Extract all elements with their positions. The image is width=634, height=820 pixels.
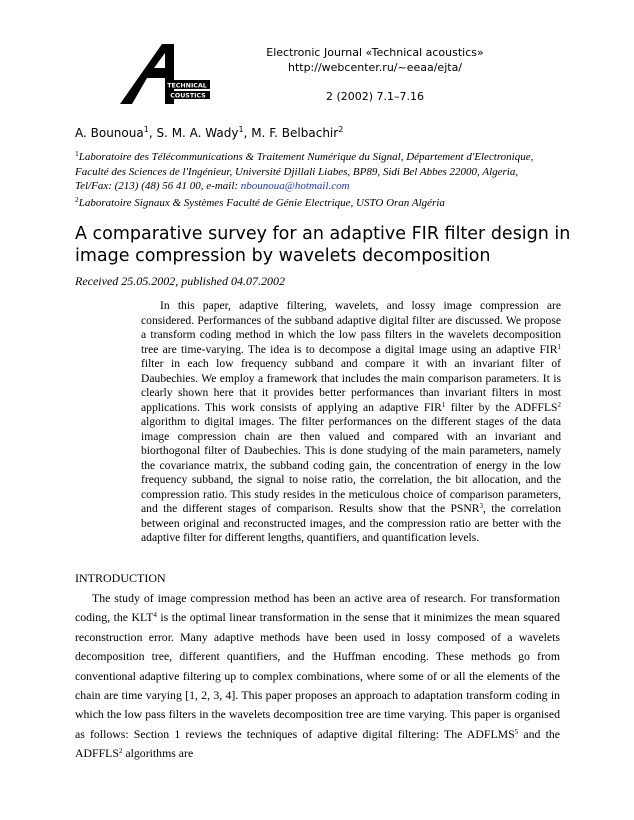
email-link[interactable]: nbounoua@hotmail.com bbox=[240, 180, 350, 192]
journal-name: Electronic Journal «Technical acoustics» bbox=[266, 46, 484, 59]
abstract: In this paper, adaptive filtering, wavelets, and lossy image compression are considered. Performances of the subband adaptive digital filter are discussed. We propose a transform coding method in which the low pass filters in the wavelets decomposition tree are time-varying. The idea is to decompose a digital image using an adaptive FIR$^1$ filter in each low frequency subband and compare it with an invariant filter of Daubechies. We employ a framework that includes the main comparison parameters. It is clearly shown here that it provides better performances than invariant filters in most applications. This work consists of applying an adaptive FIR$^1$ filter by the ADFFLS$^2$ algorithm to digital images. The filter performances on the different stages of the data image compression chain are then valued and compared with an invariant and biorthogonal filter of Daubechies. This is done studying of the main parameters, namely the covariance matrix, the subband coding gain, the concentration of energy in the low frequency subband, the signal to noise ratio, the correlation, the bit allocation, and the compression ratio. This study resides in the meticulous choice of comparison parameters, and the different stages of comparison. Results show that the PSNR$^3$, the correlation between original and reconstructed images, and the compression ratio are better with the adaptive filter for different lengths, quantifiers, and quantification levels. bbox=[141, 299, 561, 544]
journal-logo bbox=[118, 44, 210, 106]
footnote-mark: 4 bbox=[153, 611, 157, 620]
received-date: Received 25.05.2002, published 04.07.2002 bbox=[75, 274, 285, 288]
affiliation-1: $^1$Laboratoire des Télécommunications & Traitement Numérique du Signal, Département d'Electronique, Faculté des Sciences de l'Ingénieur, Université Djillali Liabes, BP89, Sidi Bel Abbes 22000, Algeria, Tel/Fax: (213) (48) 56 41 00, e-mail: nbounoua@hotmail.com bbox=[75, 149, 534, 192]
author: A. Bounoua$^1$, bbox=[75, 125, 157, 140]
introduction-paragraph: The study of image compression method has been an active area of research. For transformation coding, the KLT$^4$ is the optimal linear transformation in the sense that it minimizes the mean squared reconstruction error. Many adaptive methods have been used in lossy composed of a wavelets decomposition tree, different quantifiers, and the Huffman encoding. These methods go from conventional adaptive filtering up to complex combinations, where some of or all the elements of the chain are time varying [1, 2, 3, 4]. This paper proposes an approach to adaptation transform coding in which the low pass filters in the wavelets decomposition tree are time varying. This paper is organised as follows: Section 1 reviews the techniques of adaptive digital filtering: The ADFLMS$^5$ and the ADFFLS$^2$ algorithms are bbox=[75, 591, 561, 761]
logo-text-line2: COUSTICS bbox=[170, 92, 206, 100]
author-list bbox=[75, 126, 343, 140]
section-heading-introduction: INTRODUCTION bbox=[75, 571, 166, 585]
footnote-mark: 2 bbox=[118, 747, 123, 756]
affiliations bbox=[75, 150, 555, 210]
journal-header bbox=[250, 45, 500, 104]
footnote-mark: 5 bbox=[514, 727, 519, 736]
journal-issue: 2 (2002) 7.1–7.16 bbox=[325, 90, 425, 103]
footnote-mark: 3 bbox=[479, 502, 483, 510]
paper-title: A comparative survey for an adaptive FIR filter design in image compression by wavelets decomposition bbox=[75, 224, 571, 266]
author: S. M. A. Wady$^1$, bbox=[156, 125, 252, 140]
author: M. F. Belbachir$^2$ bbox=[251, 125, 344, 140]
footnote-mark: 1 bbox=[441, 400, 446, 409]
affiliation-2: $^2$Laboratoire Signaux & Systèmes Faculté de Génie Electrique, USTO Oran Algéria bbox=[75, 194, 445, 209]
logo-text-line1: TECHNICAL bbox=[167, 82, 207, 90]
journal-url[interactable]: http://webcenter.ru/~eeaa/ejta/ bbox=[287, 61, 463, 74]
footnote-mark: 1 bbox=[557, 342, 561, 351]
footnote-mark: 2 bbox=[557, 400, 561, 409]
